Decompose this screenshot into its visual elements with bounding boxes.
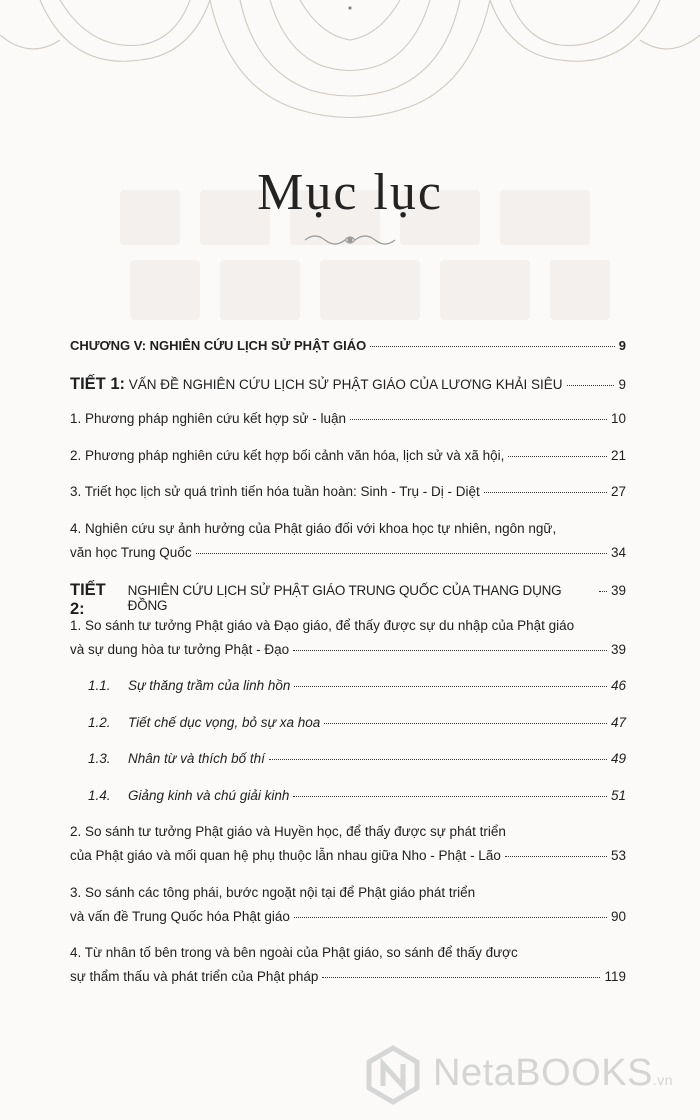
toc-section: TIẾT 1: VẤN ĐỀ NGHIÊN CỨU LỊCH SỬ PHẬT GIÁO CỦA LƯƠNG KHẢI SIÊU 9	[70, 374, 626, 393]
leader-dots	[370, 346, 615, 347]
toc-item-line: 4. Nghiên cứu sự ảnh hưởng của Phật giáo đối với khoa học tự nhiên, ngôn ngữ,	[70, 520, 557, 536]
leader-dots	[484, 492, 607, 493]
toc-item: 1. Phương pháp nghiên cứu kết hợp sử - luận 10	[70, 411, 626, 426]
toc-item: 2. Phương pháp nghiên cứu kết hợp bối cảnh văn hóa, lịch sử và xã hội, 21	[70, 447, 626, 463]
leader-dots	[324, 723, 607, 724]
toc-subitem: 1.3. Nhân từ và thích bố thí 49	[88, 751, 626, 766]
toc-item: văn học Trung Quốc 34	[70, 544, 626, 560]
leader-dots	[567, 385, 615, 386]
toc-subitem: 1.4. Giảng kinh và chú giải kinh 51	[88, 787, 626, 803]
toc-chapter: CHƯƠNG V: NGHIÊN CỨU LỊCH SỬ PHẬT GIÁO 9	[70, 338, 626, 353]
flourish-divider-icon	[300, 228, 400, 252]
toc-item-line: 2. So sánh tư tưởng Phật giáo và Huyền học, để thấy được sự phát triển	[70, 824, 506, 839]
leader-dots	[269, 759, 607, 760]
leader-dots	[294, 917, 607, 918]
toc-item: và sự dung hòa tư tưởng Phật - Đạo 39	[70, 641, 626, 657]
leader-dots	[293, 796, 607, 797]
leader-dots	[508, 456, 607, 457]
toc-item: và vấn đề Trung Quốc hóa Phật giáo 90	[70, 908, 626, 924]
toc-subitem: 1.1. Sự thăng trầm của linh hồn 46	[88, 678, 626, 693]
toc-item: 3. Triết học lịch sử quá trình tiến hóa tuần hoàn: Sinh - Trụ - Dị - Diệt 27	[70, 484, 626, 499]
toc-subitem: 1.2. Tiết chế dục vọng, bỏ sự xa hoa 47	[88, 714, 626, 730]
watermark-text: NetaBOOKS.vn	[433, 1052, 674, 1094]
leader-dots	[599, 591, 607, 592]
leader-dots	[294, 686, 607, 687]
leader-dots	[293, 650, 607, 651]
leader-dots	[196, 553, 607, 554]
toc-section: TIẾT 2: NGHIÊN CỨU LỊCH SỬ PHẬT GIÁO TRUNG QUỐC CỦA THANG DỤNG ĐỒNG 39	[70, 581, 626, 618]
leader-dots	[505, 856, 607, 857]
toc-item: của Phật giáo và mối quan hệ phụ thuộc lẫn nhau giữa Nho - Phật - Lão 53	[70, 848, 626, 863]
leader-dots	[350, 419, 607, 420]
toc-item-line: 3. So sánh các tông phái, bước ngoặt nội tại để Phật giáo phát triển	[70, 884, 476, 900]
toc-item-line: 1. So sánh tư tưởng Phật giáo và Đạo giáo, để thấy được sự du nhập của Phật giáo	[70, 617, 575, 633]
page-title: Mục lục	[257, 164, 443, 221]
toc-item: sự thẩm thấu và phát triển của Phật pháp 119	[70, 969, 626, 984]
table-of-contents	[70, 338, 626, 1006]
leader-dots	[322, 977, 600, 978]
mandala-ornament	[0, 0, 700, 140]
toc-item-line: 4. Từ nhân tố bên trong và bên ngoài của Phật giáo, so sánh để thấy được	[70, 945, 518, 960]
